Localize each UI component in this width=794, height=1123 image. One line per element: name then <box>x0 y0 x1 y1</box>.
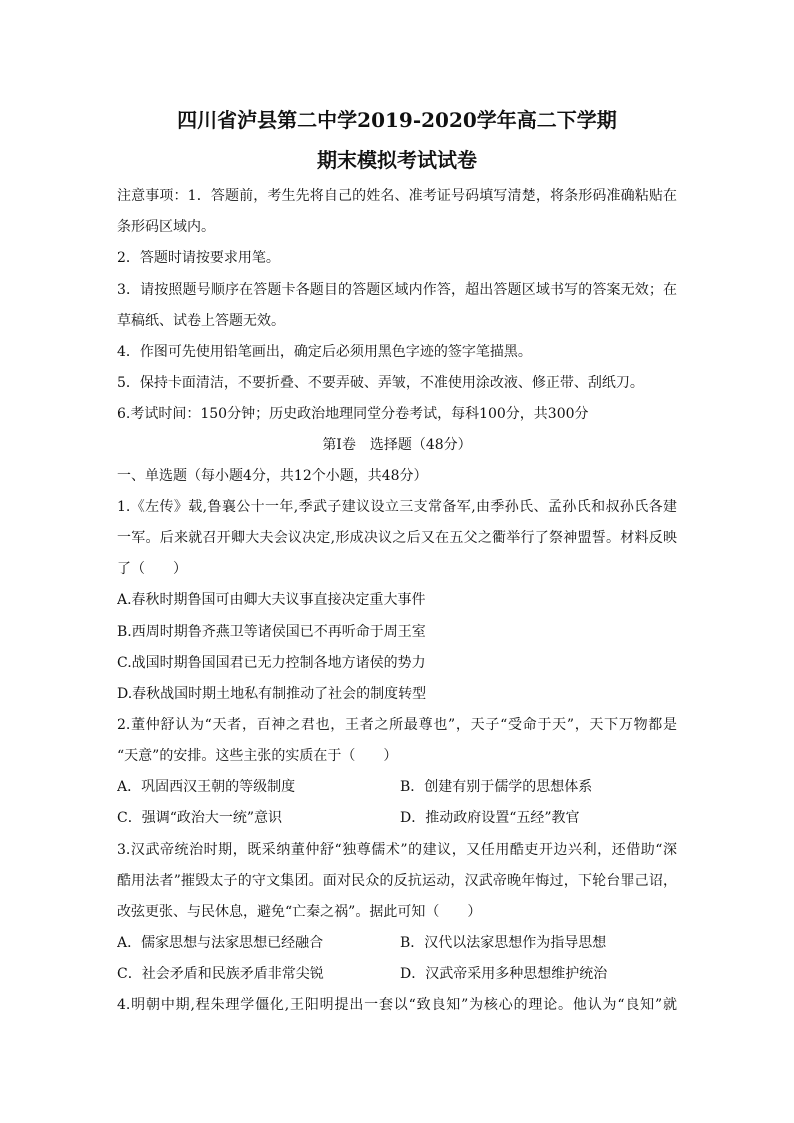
section-title: 第Ⅰ卷 选择题（48分） <box>322 437 472 453</box>
part-title: 一、单选题（每小题4分，共12个小题，共48分） <box>117 468 428 484</box>
q3-option-b: B．汉代以法家思想作为指导思想 <box>400 935 607 951</box>
notice-line1: 注意事项：1．答题前，考生先将自己的姓名、准考证号码填写清楚，将条形码准确粘贴在 <box>117 188 677 204</box>
q3-option-a: A．儒家思想与法家思想已经融合 <box>117 935 324 951</box>
q3-stem-line1: 3.汉武帝统治时期，既采纳董仲舒“独尊儒术”的建议，又任用酷吏开边兴利，还借助“深 <box>117 842 677 858</box>
q1-option-c: C.战国时期鲁国国君已无力控制各地方诸侯的势力 <box>117 655 426 671</box>
notice-item3-line2: 草稿纸、试卷上答题无效。 <box>117 313 285 329</box>
q4-stem-line1: 4.明朝中期,程朱理学僵化,王阳明提出一套以“致良知”为核心的理论。他认为“良知”就 <box>117 997 677 1013</box>
q2-option-a: A．巩固西汉王朝的等级制度 <box>117 779 296 795</box>
q1-stem-line3: 了（ ） <box>117 561 187 577</box>
exam-title-line1: 四川省泸县第二中学2019-2020学年高二下学期 <box>177 108 617 132</box>
exam-title-line2: 期末模拟考试试卷 <box>317 148 477 172</box>
notice-item2: 2．答题时请按要求用笔。 <box>117 250 280 266</box>
q2-option-c: C．强调“政治大一统”意识 <box>117 810 283 826</box>
q2-option-b: B．创建有别于儒学的思想体系 <box>400 779 593 795</box>
q3-stem-line3: 改弦更张、与民休息，避免“亡秦之祸”。据此可知（ ） <box>117 904 482 920</box>
q3-option-d: D．汉武帝采用多种思想维护统治 <box>400 966 608 982</box>
notice-item5: 5．保持卡面清洁，不要折叠、不要弄破、弄皱，不准使用涂改液、修正带、刮纸刀。 <box>117 375 644 391</box>
notice-item6: 6.考试时间：150分钟；历史政治地理同堂分卷考试，每科100分，共300分 <box>117 406 589 422</box>
q2-stem-line1: 2.董仲舒认为“天者，百神之君也，王者之所最尊也”，天子“受命于天”，天下万物都是 <box>117 717 677 733</box>
q1-option-d: D.春秋战国时期土地私有制推动了社会的制度转型 <box>117 686 427 702</box>
q1-stem-line2: 一军。后来就召开卿大夫会议决定,形成决议之后又在五父之衢举行了祭神盟誓。材料反映 <box>117 530 677 546</box>
q2-stem-line2: “天意”的安排。这些主张的实质在于（ ） <box>117 748 398 764</box>
q3-stem-line2: 酷用法者”摧毁太子的守文集团。面对民众的反抗运动，汉武帝晚年悔过，下轮台罪己诏， <box>117 873 677 889</box>
q1-stem-line1: 1.《左传》载,鲁襄公十一年,季武子建议设立三支常备军,由季孙氏、孟孙氏和叔孙氏各建 <box>117 499 677 515</box>
q2-option-d: D．推动政府设置“五经”教官 <box>400 810 580 826</box>
q3-option-c: C．社会矛盾和民族矛盾非常尖锐 <box>117 966 324 982</box>
notice-item4: 4．作图可先使用铅笔画出，确定后必须用黑色字迹的签字笔描黑。 <box>117 344 532 360</box>
q1-option-b: B.西周时期鲁齐燕卫等诸侯国已不再听命于周王室 <box>117 624 426 640</box>
q1-option-a: A.春秋时期鲁国可由卿大夫议事直接决定重大事件 <box>117 592 426 608</box>
notice-item3-line1: 3．请按照题号顺序在答题卡各题目的答题区域内作答，超出答题区域书写的答案无效；在 <box>117 282 677 298</box>
notice-line2: 条形码区域内。 <box>117 219 215 235</box>
